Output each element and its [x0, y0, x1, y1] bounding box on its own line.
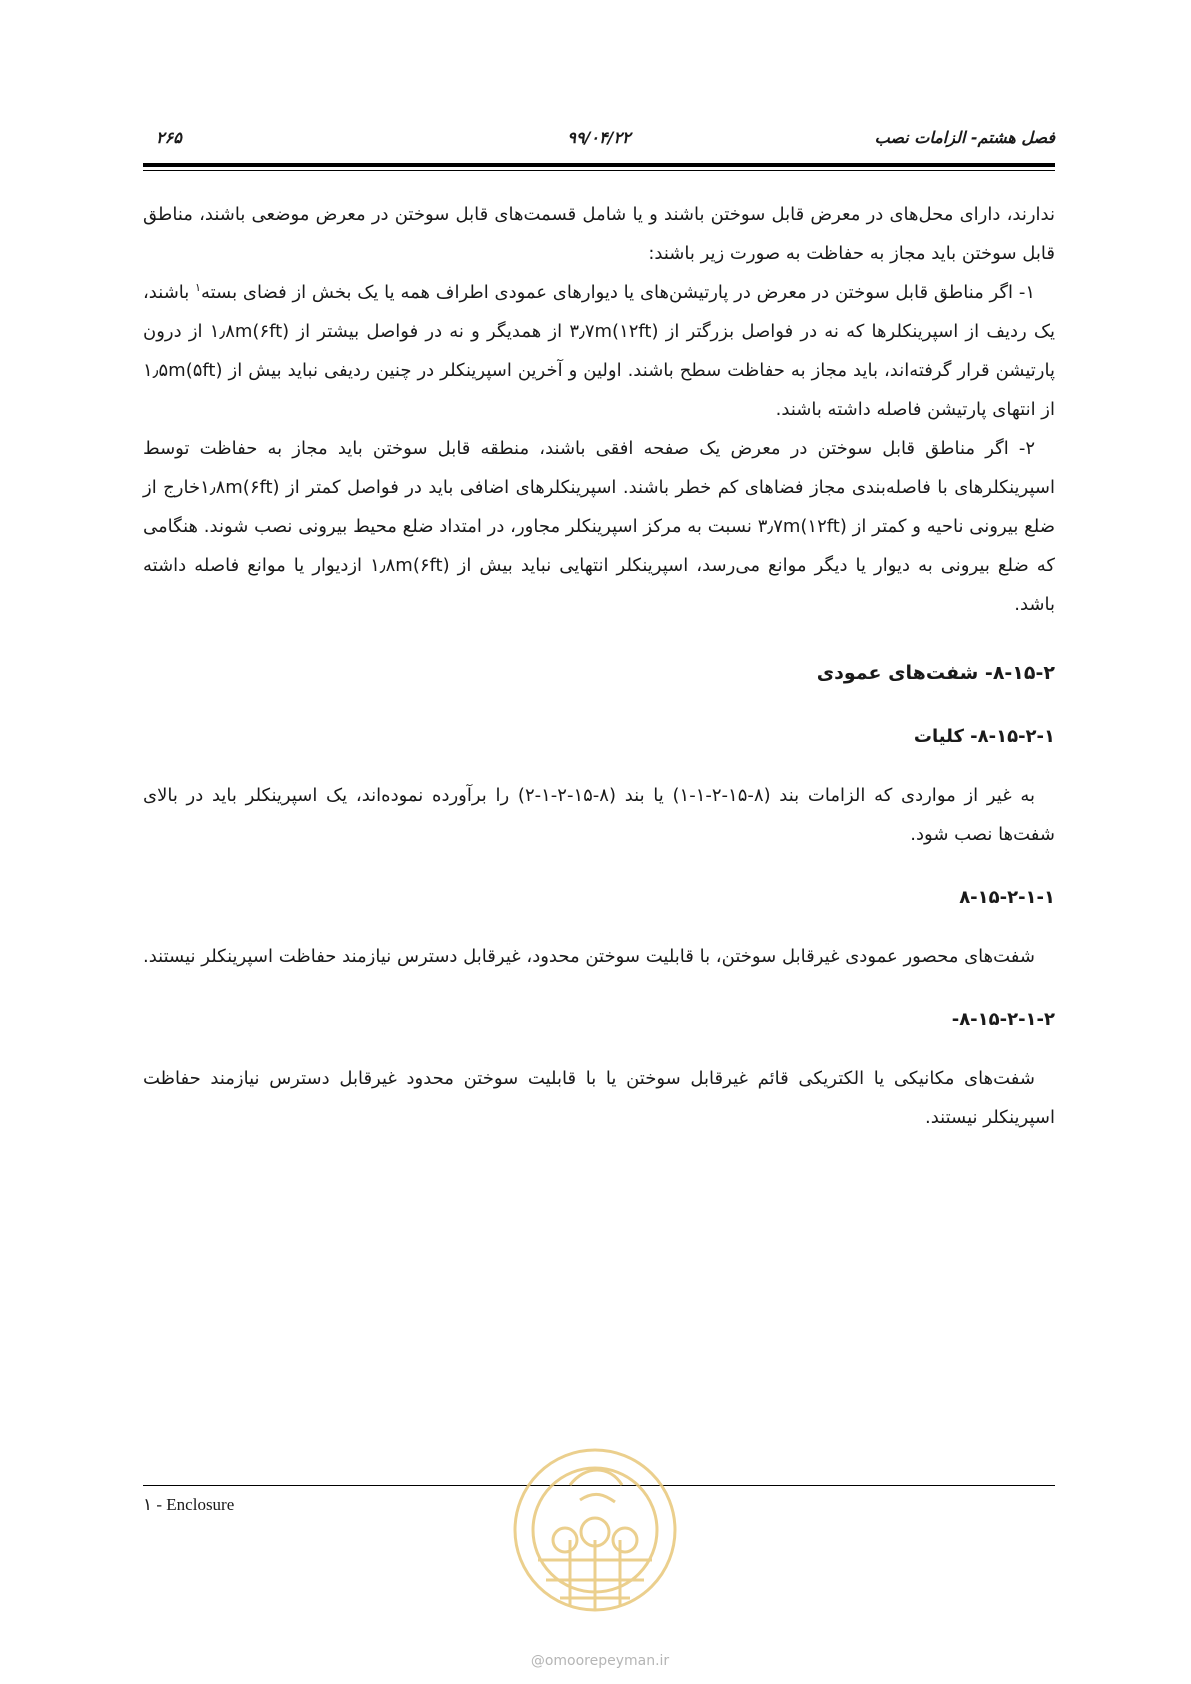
clause-heading-1: ۸-۱۵-۲-۱-۱ — [959, 887, 1055, 908]
paragraph-item-1: ۱- اگر مناطق قابل سوختن در معرض در پارتیشن‌های یا دیوارهای عمودی اطراف همه یا یک بخش از فضای بسته$^۱$ باشند، یک ردیف از اسپرینکلرها که نه در فواصل بزرگتر از ۳٫۷m(۱۲ft) از همدیگر و نه در فواصل بیشتر از ۱٫۸m(۶ft) از درون پارتیشن قرار گرفته‌اند، باید مجاز به حفاظت سطح باشند. اولین و آخرین اسپرینکلر در چنین ردیفی نباید بیش از ۱٫۵m(۵ft) از انتهای پارتیشن فاصله داشته باشند. — [143, 281, 1055, 420]
chapter-title: فصل هشتم- الزامات نصب — [874, 128, 1055, 147]
paragraph-clause-1: شفت‌های محصور عمودی غیرقابل سوختن، با قابلیت سوختن محدود، غیرقابل دسترس نیازمند حفاظت اسپرینکلر نیستند. — [143, 946, 1035, 967]
page-body — [143, 195, 1055, 1137]
header-date: ۹۹/۰۴/۲۲ — [567, 128, 631, 147]
footnote: ۱ - Enclosure — [143, 1495, 235, 1514]
paragraph-clause-2: شفت‌های مکانیکی یا الکتریکی قائم غیرقابل سوختن یا با قابلیت سوختن محدود غیرقابل دسترس نیازمند حفاظت اسپرینکلر نیستند. — [143, 1068, 1055, 1128]
omoore-peyman-seal-icon — [510, 1440, 680, 1670]
paragraph-intro: ندارند، دارای محل‌های در معرض قابل سوختن باشند و یا شامل قسمت‌های قابل سوختن در معرض موضعی باشند، مناطق قابل سوختن باید مجاز به حفاظت به صورت زیر باشند: — [143, 204, 1055, 264]
section-heading-vertical-shafts: ۸-۱۵-۲- شفت‌های عمودی — [816, 662, 1055, 684]
paragraph-item-2: ۲- اگر مناطق قابل سوختن در معرض یک صفحه افقی باشند، منطقه قابل سوختن باید مجاز به حفاظت توسط اسپرینکلرهای با فاصله‌بندی مجاز فضاهای کم خطر باشند. اسپرینکلرهای اضافی باید در فواصل کمتر از ۱٫۸m(۶ft)خارج از ضلع بیرونی ناحیه و کمتر از ۳٫۷m(۱۲ft) نسبت به مرکز اسپرینکلر مجاور، در امتداد ضلع محیط بیرونی نصب شوند. هنگامی که ضلع بیرونی به دیوار یا دیگر موانع می‌رسد، اسپرینکلر انتهایی نباید بیش از ۱٫۸m(۶ft) ازدیوار یا موانع فاصله داشته باشد. — [143, 438, 1055, 615]
header-rule-thick — [143, 163, 1055, 167]
page-header — [143, 128, 1055, 152]
subsection-heading-general: ۸-۱۵-۲-۱- کلیات — [913, 726, 1055, 747]
footnote-ref: ۱ — [195, 281, 201, 294]
page-number: ۲۶۵ — [156, 128, 182, 147]
clause-heading-2: ۸-۱۵-۲-۱-۲- — [951, 1009, 1055, 1030]
paragraph-general: به غیر از مواردی که الزامات بند (۸-۱۵-۲-۱-۱) یا بند (۸-۱۵-۲-۱-۲) را برآورده نموده‌اند، یک اسپرینکلر باید در بالای شفت‌ها نصب شود. — [143, 785, 1055, 845]
header-rule-thin — [143, 170, 1055, 171]
watermark-url: @omoorepeyman.ir — [530, 1653, 670, 1669]
